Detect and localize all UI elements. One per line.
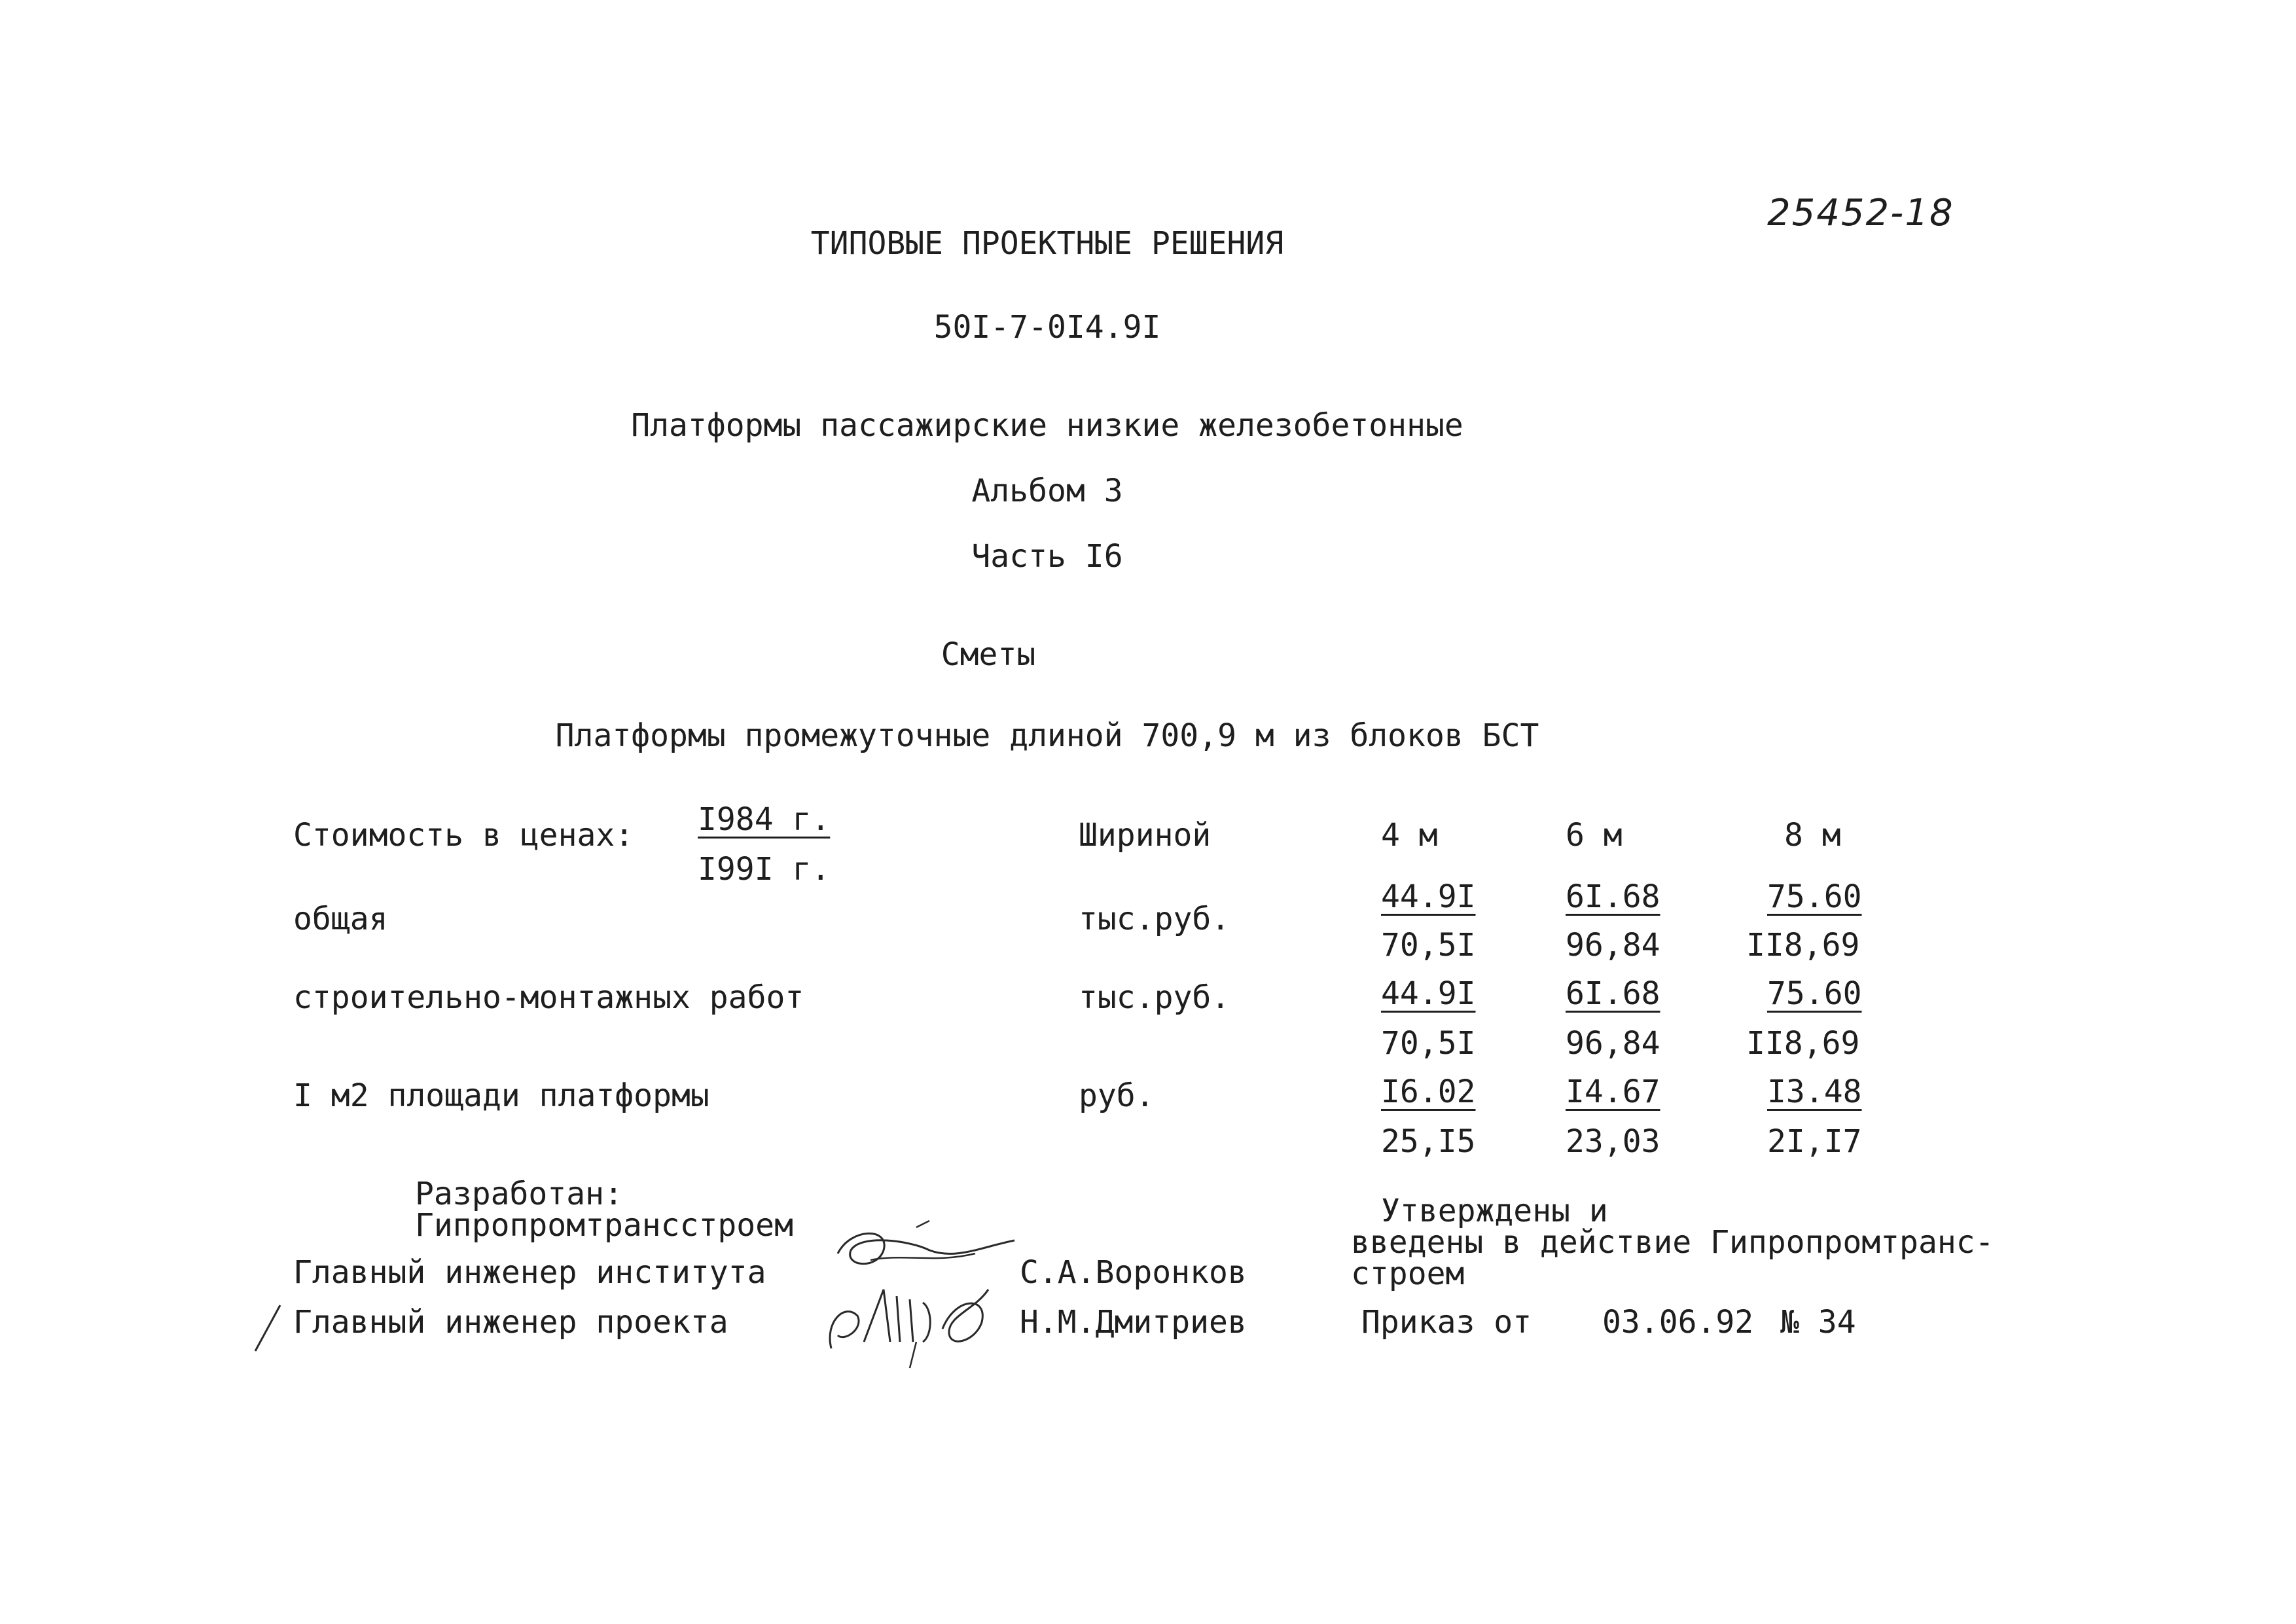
series-title: ТИПОВЫЕ ПРОЕКТНЫЕ РЕШЕНИЯ	[810, 225, 1284, 262]
project-code: 50I-7-0I4.9I	[933, 309, 1161, 346]
approval-line-2: введены в действие Гипропромтранс-	[1351, 1224, 1994, 1261]
width-6: 6 м	[1566, 817, 1623, 854]
signature-dmitriev	[818, 1270, 1028, 1375]
part-label: Часть I6	[971, 538, 1123, 575]
row-total-1991-4m: 70,5I	[1381, 927, 1476, 964]
width-4: 4 м	[1381, 817, 1438, 854]
row-total-1984-8m: 75.60	[1767, 878, 1862, 915]
row-per-m2-unit: руб.	[1079, 1077, 1155, 1114]
row-construction-unit: тыс.руб.	[1079, 979, 1230, 1016]
row-total-label: общая	[293, 901, 388, 937]
year-1984: I984 г.	[698, 801, 831, 838]
row-construction-label: строительно-монтажных работ	[293, 979, 804, 1016]
row-per-m2-1984-6m: I4.67	[1566, 1074, 1660, 1110]
row-total-1991-6m: 96,84	[1566, 927, 1660, 964]
chief-project-label: Главный инженер проекта	[293, 1304, 728, 1341]
document-number: 25452-18	[1767, 192, 1954, 234]
row-construction-1991-6m: 96,84	[1566, 1025, 1660, 1062]
album-label: Альбом 3	[971, 473, 1123, 509]
chief-project-name: Н.М.Дмитриев	[1020, 1304, 1247, 1341]
row-per-m2-1991-8m: 2I,I7	[1767, 1123, 1862, 1160]
row-per-m2-label: I м2 площади платформы	[293, 1077, 709, 1114]
row-total-1984-6m: 6I.68	[1566, 878, 1660, 915]
approval-line-1: Утверждены и	[1381, 1193, 1608, 1229]
row-construction-1991-4m: 70,5I	[1381, 1025, 1476, 1062]
row-total-1984-4m: 44.9I	[1381, 878, 1476, 915]
price-label: Стоимость в ценах:	[293, 817, 634, 854]
row-total-1991-8m: II8,69	[1746, 927, 1860, 964]
row-per-m2-1984-4m: I6.02	[1381, 1074, 1476, 1110]
row-construction-1991-8m: II8,69	[1746, 1025, 1860, 1062]
margin-mark	[249, 1303, 288, 1355]
row-per-m2-1991-6m: 23,03	[1566, 1123, 1660, 1160]
section-title: Сметы	[941, 636, 1036, 673]
approval-line-3: строем	[1351, 1255, 1465, 1292]
row-per-m2-1991-4m: 25,I5	[1381, 1123, 1476, 1160]
width-label: Шириной	[1079, 817, 1211, 854]
chief-institute-name: С.А.Воронков	[1020, 1254, 1247, 1291]
order-label: Приказ от	[1361, 1304, 1532, 1341]
order-date: 03.06.92	[1602, 1304, 1754, 1341]
row-construction-1984-4m: 44.9I	[1381, 975, 1476, 1012]
chief-institute-label: Главный инженер института	[293, 1254, 766, 1291]
width-8: 8 м	[1784, 817, 1841, 854]
row-construction-1984-6m: 6I.68	[1566, 975, 1660, 1012]
year-1991: I99I г.	[698, 851, 831, 888]
developer-label: Разработан:	[415, 1176, 623, 1212]
document-title: Платформы пассажирские низкие железобетонные	[631, 407, 1463, 444]
row-construction-1984-8m: 75.60	[1767, 975, 1862, 1012]
row-per-m2-1984-8m: I3.48	[1767, 1074, 1862, 1110]
developer-org: Гипропромтрансстроем	[415, 1207, 793, 1244]
subtitle: Платформы промежуточные длиной 700,9 м из блоков БСТ	[555, 717, 1539, 754]
row-total-unit: тыс.руб.	[1079, 901, 1230, 937]
order-number: № 34	[1780, 1304, 1856, 1341]
